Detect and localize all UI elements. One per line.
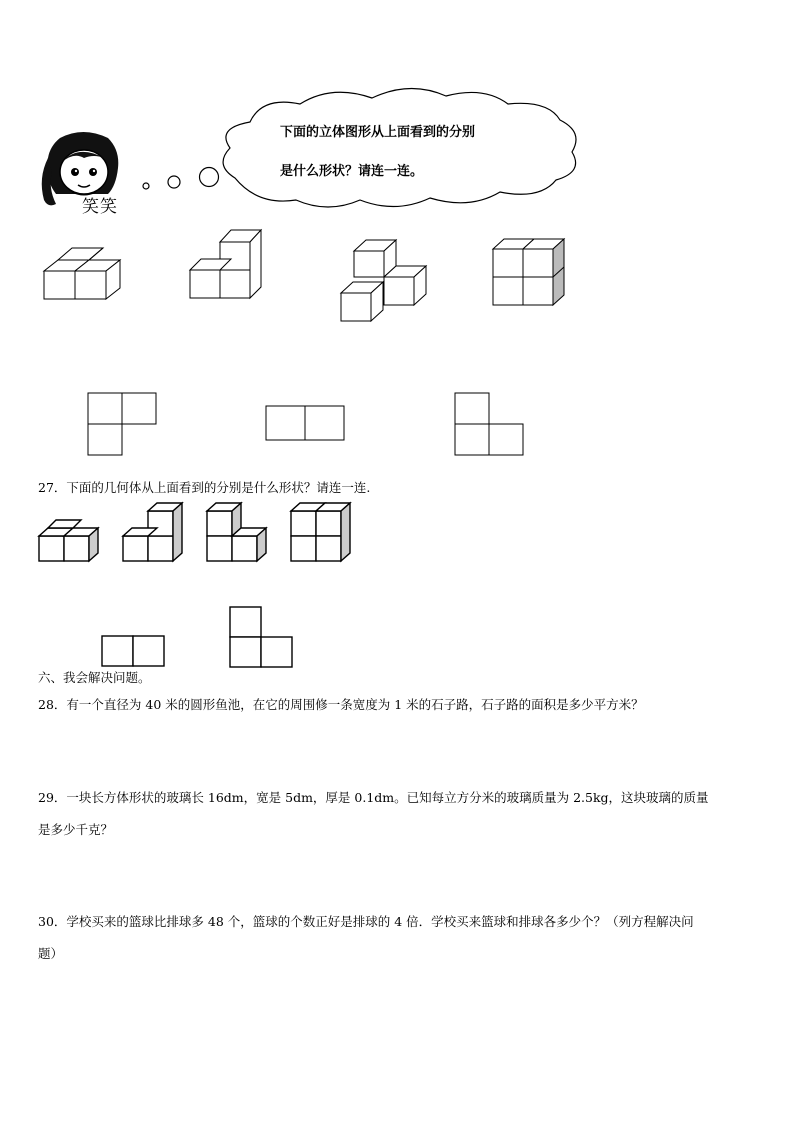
q27-solid-3: [207, 503, 266, 561]
top-view-b2: [230, 607, 292, 667]
q27-solid-2: [123, 503, 182, 561]
q30-line-1: 30．学校买来的篮球比排球多 48 个，篮球的个数正好是排球的 4 倍．学校买来篮球和排球各多少个？（列方程解决问: [38, 914, 694, 929]
q27-text: 27．下面的几何体从上面看到的分别是什么形状？请连一连.: [38, 480, 371, 495]
speech-line-2: 是什么形状？请连一连。: [280, 164, 424, 179]
q27-solid-1: [39, 520, 98, 561]
speech-line-1: 下面的立体图形从上面看到的分别: [280, 125, 476, 140]
top-view-b1: [102, 636, 164, 666]
q27-solid-4: [291, 503, 350, 561]
section-6-heading: 六、我会解决问题。: [38, 670, 151, 685]
q28-text: 28．有一个直径为 40 米的圆形鱼池，在它的周围修一条宽度为 1 米的石子路，石子路的面积是多少平方米？: [38, 697, 644, 712]
q30-line-2: 题）: [38, 946, 64, 961]
q29-line-2: 是多少千克？: [38, 822, 114, 837]
character-label: 笑笑: [82, 197, 118, 217]
q29-line-1: 29．一块长方体形状的玻璃长 16dm，宽是 5dm，厚是 0.1dm。已知每立方分米的玻璃质量为 2.5kg，这块玻璃的质量: [38, 790, 709, 805]
